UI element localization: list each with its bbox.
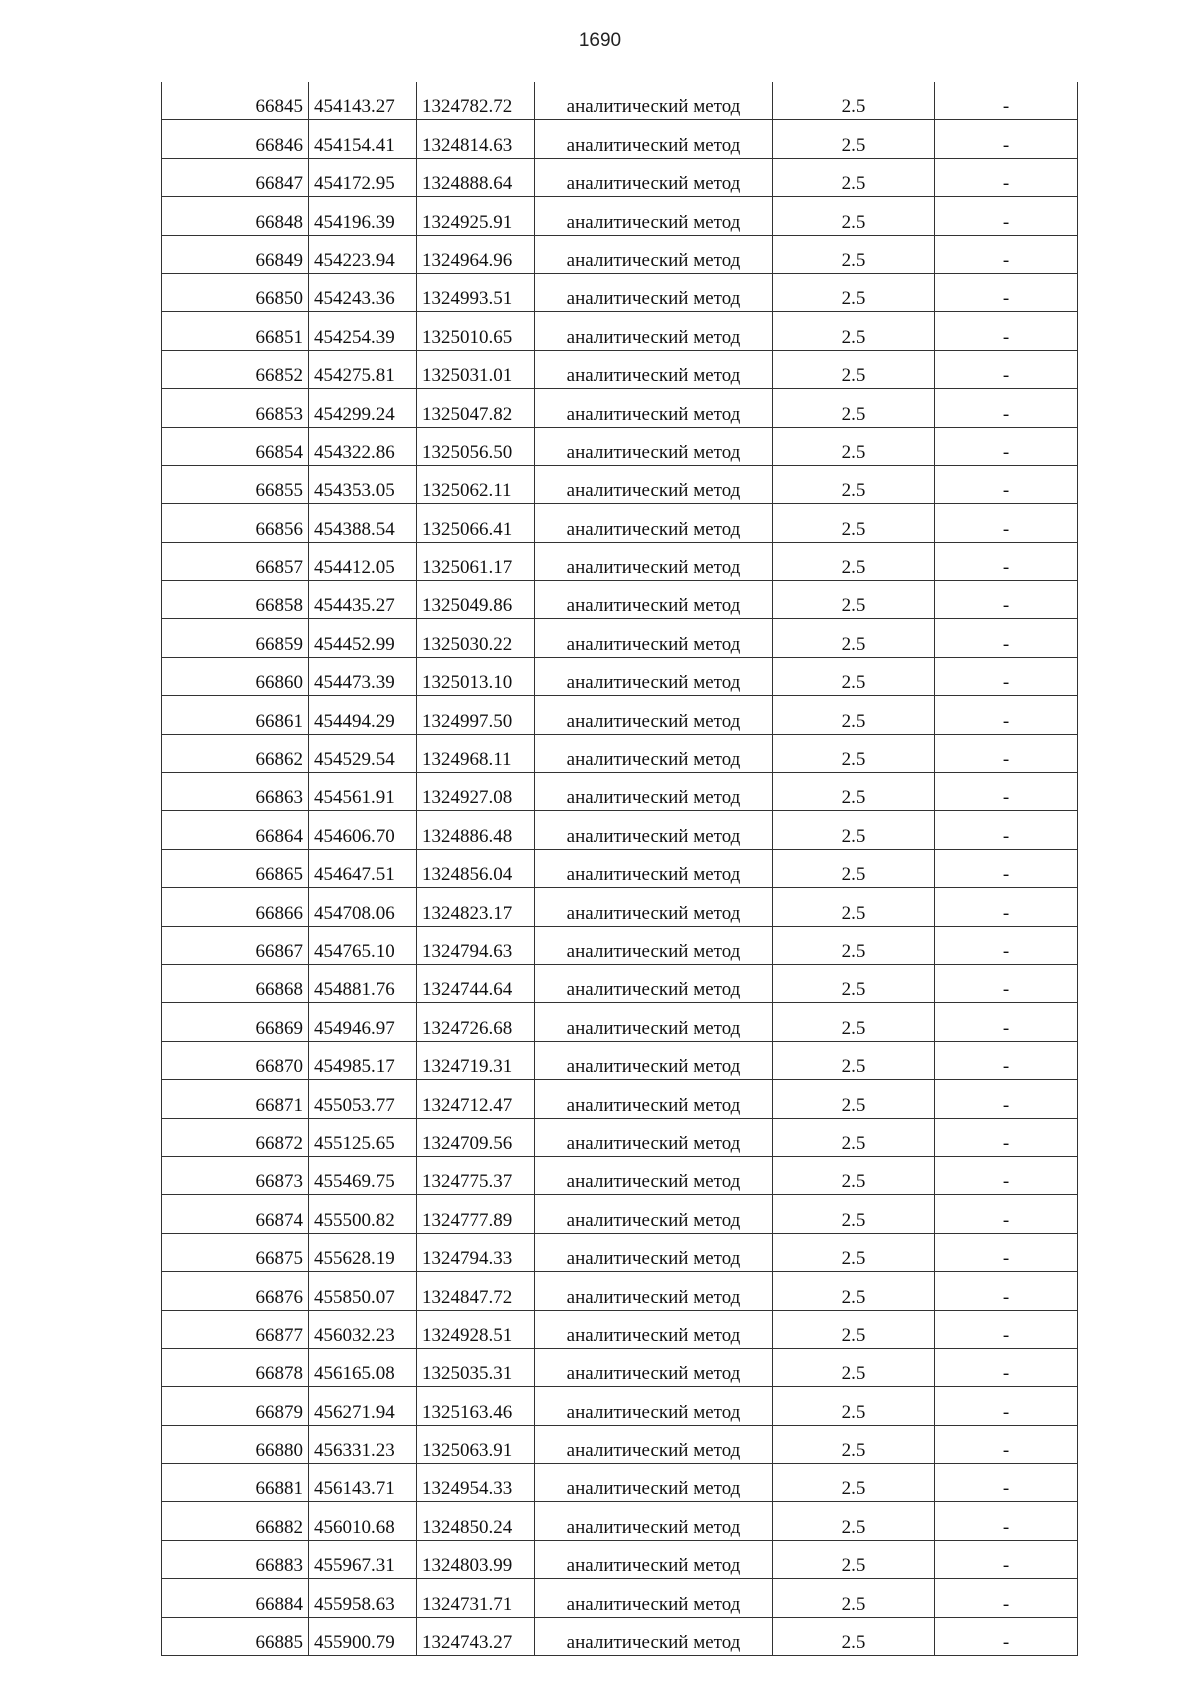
accuracy-cell: 2.5 <box>773 1464 935 1502</box>
table-row <box>162 389 1078 427</box>
x-coordinate-cell: 454223.94 <box>309 235 417 273</box>
note-cell: - <box>935 120 1078 158</box>
note-cell: - <box>935 158 1078 196</box>
y-coordinate-cell: 1325061.17 <box>417 542 535 580</box>
accuracy-cell: 2.5 <box>773 427 935 465</box>
accuracy-cell: 2.5 <box>773 1272 935 1310</box>
point-number-cell: 66868 <box>162 964 309 1002</box>
point-number-cell: 66849 <box>162 235 309 273</box>
accuracy-cell: 2.5 <box>773 273 935 311</box>
y-coordinate-cell: 1324794.33 <box>417 1233 535 1271</box>
method-cell: аналитический метод <box>535 1579 773 1617</box>
method-cell: аналитический метод <box>535 1272 773 1310</box>
y-coordinate-cell: 1325056.50 <box>417 427 535 465</box>
method-cell: аналитический метод <box>535 312 773 350</box>
point-number-cell: 66884 <box>162 1579 309 1617</box>
note-cell: - <box>935 1310 1078 1348</box>
x-coordinate-cell: 455053.77 <box>309 1080 417 1118</box>
point-number-cell: 66870 <box>162 1041 309 1079</box>
accuracy-cell: 2.5 <box>773 734 935 772</box>
note-cell: - <box>935 1540 1078 1578</box>
table-row <box>162 1464 1078 1502</box>
point-number-cell: 66850 <box>162 273 309 311</box>
y-coordinate-cell: 1324964.96 <box>417 235 535 273</box>
y-coordinate-cell: 1325066.41 <box>417 504 535 542</box>
accuracy-cell: 2.5 <box>773 657 935 695</box>
method-cell: аналитический метод <box>535 696 773 734</box>
y-coordinate-cell: 1324847.72 <box>417 1272 535 1310</box>
note-cell: - <box>935 1118 1078 1156</box>
point-number-cell: 66865 <box>162 849 309 887</box>
table-row <box>162 1195 1078 1233</box>
point-number-cell: 66855 <box>162 465 309 503</box>
x-coordinate-cell: 454143.27 <box>309 82 417 120</box>
x-coordinate-cell: 454412.05 <box>309 542 417 580</box>
y-coordinate-cell: 1325035.31 <box>417 1348 535 1386</box>
point-number-cell: 66848 <box>162 197 309 235</box>
point-number-cell: 66857 <box>162 542 309 580</box>
y-coordinate-cell: 1325062.11 <box>417 465 535 503</box>
accuracy-cell: 2.5 <box>773 542 935 580</box>
y-coordinate-cell: 1324888.64 <box>417 158 535 196</box>
y-coordinate-cell: 1324927.08 <box>417 773 535 811</box>
table-row <box>162 1348 1078 1386</box>
accuracy-cell: 2.5 <box>773 1156 935 1194</box>
y-coordinate-cell: 1324712.47 <box>417 1080 535 1118</box>
note-cell: - <box>935 312 1078 350</box>
accuracy-cell: 2.5 <box>773 581 935 619</box>
table-row <box>162 1272 1078 1310</box>
method-cell: аналитический метод <box>535 235 773 273</box>
accuracy-cell: 2.5 <box>773 1118 935 1156</box>
point-number-cell: 66861 <box>162 696 309 734</box>
method-cell: аналитический метод <box>535 1540 773 1578</box>
x-coordinate-cell: 455958.63 <box>309 1579 417 1617</box>
x-coordinate-cell: 455628.19 <box>309 1233 417 1271</box>
point-number-cell: 66859 <box>162 619 309 657</box>
method-cell: аналитический метод <box>535 1233 773 1271</box>
table-row <box>162 1540 1078 1578</box>
method-cell: аналитический метод <box>535 1156 773 1194</box>
x-coordinate-cell: 454881.76 <box>309 964 417 1002</box>
y-coordinate-cell: 1324993.51 <box>417 273 535 311</box>
method-cell: аналитический метод <box>535 849 773 887</box>
note-cell: - <box>935 696 1078 734</box>
method-cell: аналитический метод <box>535 465 773 503</box>
table-row <box>162 465 1078 503</box>
accuracy-cell: 2.5 <box>773 811 935 849</box>
point-number-cell: 66881 <box>162 1464 309 1502</box>
point-number-cell: 66883 <box>162 1540 309 1578</box>
x-coordinate-cell: 454275.81 <box>309 350 417 388</box>
note-cell: - <box>935 1080 1078 1118</box>
x-coordinate-cell: 455469.75 <box>309 1156 417 1194</box>
y-coordinate-cell: 1324726.68 <box>417 1003 535 1041</box>
point-number-cell: 66875 <box>162 1233 309 1271</box>
point-number-cell: 66853 <box>162 389 309 427</box>
table-row <box>162 926 1078 964</box>
method-cell: аналитический метод <box>535 158 773 196</box>
note-cell: - <box>935 504 1078 542</box>
y-coordinate-cell: 1325063.91 <box>417 1425 535 1463</box>
point-number-cell: 66879 <box>162 1387 309 1425</box>
y-coordinate-cell: 1325010.65 <box>417 312 535 350</box>
note-cell: - <box>935 1425 1078 1463</box>
table-row <box>162 696 1078 734</box>
x-coordinate-cell: 454529.54 <box>309 734 417 772</box>
note-cell: - <box>935 1579 1078 1617</box>
note-cell: - <box>935 235 1078 273</box>
table-row <box>162 1156 1078 1194</box>
method-cell: аналитический метод <box>535 926 773 964</box>
table-row <box>162 542 1078 580</box>
y-coordinate-cell: 1324775.37 <box>417 1156 535 1194</box>
y-coordinate-cell: 1324886.48 <box>417 811 535 849</box>
accuracy-cell: 2.5 <box>773 696 935 734</box>
accuracy-cell: 2.5 <box>773 1310 935 1348</box>
method-cell: аналитический метод <box>535 1617 773 1655</box>
accuracy-cell: 2.5 <box>773 888 935 926</box>
method-cell: аналитический метод <box>535 1195 773 1233</box>
x-coordinate-cell: 456032.23 <box>309 1310 417 1348</box>
y-coordinate-cell: 1325049.86 <box>417 581 535 619</box>
point-number-cell: 66876 <box>162 1272 309 1310</box>
x-coordinate-cell: 456143.71 <box>309 1464 417 1502</box>
accuracy-cell: 2.5 <box>773 465 935 503</box>
accuracy-cell: 2.5 <box>773 1502 935 1540</box>
point-number-cell: 66856 <box>162 504 309 542</box>
note-cell: - <box>935 1387 1078 1425</box>
point-number-cell: 66872 <box>162 1118 309 1156</box>
method-cell: аналитический метод <box>535 1118 773 1156</box>
table-row <box>162 849 1078 887</box>
note-cell: - <box>935 82 1078 120</box>
accuracy-cell: 2.5 <box>773 1348 935 1386</box>
y-coordinate-cell: 1324731.71 <box>417 1579 535 1617</box>
table-row <box>162 120 1078 158</box>
note-cell: - <box>935 1003 1078 1041</box>
table-row <box>162 1387 1078 1425</box>
accuracy-cell: 2.5 <box>773 849 935 887</box>
coordinates-table-body <box>162 82 1078 1656</box>
point-number-cell: 66863 <box>162 773 309 811</box>
point-number-cell: 66877 <box>162 1310 309 1348</box>
y-coordinate-cell: 1324928.51 <box>417 1310 535 1348</box>
point-number-cell: 66869 <box>162 1003 309 1041</box>
accuracy-cell: 2.5 <box>773 158 935 196</box>
note-cell: - <box>935 1041 1078 1079</box>
y-coordinate-cell: 1324803.99 <box>417 1540 535 1578</box>
y-coordinate-cell: 1324777.89 <box>417 1195 535 1233</box>
table-row <box>162 734 1078 772</box>
table-row <box>162 350 1078 388</box>
method-cell: аналитический метод <box>535 1003 773 1041</box>
note-cell: - <box>935 581 1078 619</box>
method-cell: аналитический метод <box>535 619 773 657</box>
note-cell: - <box>935 964 1078 1002</box>
note-cell: - <box>935 1233 1078 1271</box>
method-cell: аналитический метод <box>535 1425 773 1463</box>
table-row <box>162 235 1078 273</box>
accuracy-cell: 2.5 <box>773 389 935 427</box>
accuracy-cell: 2.5 <box>773 1041 935 1079</box>
y-coordinate-cell: 1324954.33 <box>417 1464 535 1502</box>
note-cell: - <box>935 427 1078 465</box>
point-number-cell: 66860 <box>162 657 309 695</box>
point-number-cell: 66871 <box>162 1080 309 1118</box>
y-coordinate-cell: 1324823.17 <box>417 888 535 926</box>
table-row <box>162 1080 1078 1118</box>
point-number-cell: 66880 <box>162 1425 309 1463</box>
x-coordinate-cell: 454172.95 <box>309 158 417 196</box>
table-row <box>162 158 1078 196</box>
method-cell: аналитический метод <box>535 350 773 388</box>
x-coordinate-cell: 454196.39 <box>309 197 417 235</box>
accuracy-cell: 2.5 <box>773 964 935 1002</box>
x-coordinate-cell: 454154.41 <box>309 120 417 158</box>
note-cell: - <box>935 1272 1078 1310</box>
point-number-cell: 66873 <box>162 1156 309 1194</box>
y-coordinate-cell: 1325030.22 <box>417 619 535 657</box>
method-cell: аналитический метод <box>535 120 773 158</box>
table-row <box>162 273 1078 311</box>
x-coordinate-cell: 455125.65 <box>309 1118 417 1156</box>
accuracy-cell: 2.5 <box>773 926 935 964</box>
note-cell: - <box>935 734 1078 772</box>
method-cell: аналитический метод <box>535 1387 773 1425</box>
page-number: 1690 <box>578 30 622 51</box>
x-coordinate-cell: 454254.39 <box>309 312 417 350</box>
table-row <box>162 1118 1078 1156</box>
x-coordinate-cell: 454647.51 <box>309 849 417 887</box>
y-coordinate-cell: 1325013.10 <box>417 657 535 695</box>
y-coordinate-cell: 1324968.11 <box>417 734 535 772</box>
method-cell: аналитический метод <box>535 82 773 120</box>
table-row <box>162 888 1078 926</box>
table-row <box>162 1310 1078 1348</box>
y-coordinate-cell: 1324719.31 <box>417 1041 535 1079</box>
point-number-cell: 66847 <box>162 158 309 196</box>
x-coordinate-cell: 456010.68 <box>309 1502 417 1540</box>
y-coordinate-cell: 1325163.46 <box>417 1387 535 1425</box>
note-cell: - <box>935 849 1078 887</box>
y-coordinate-cell: 1324744.64 <box>417 964 535 1002</box>
method-cell: аналитический метод <box>535 273 773 311</box>
x-coordinate-cell: 454765.10 <box>309 926 417 964</box>
y-coordinate-cell: 1325047.82 <box>417 389 535 427</box>
method-cell: аналитический метод <box>535 1041 773 1079</box>
method-cell: аналитический метод <box>535 657 773 695</box>
note-cell: - <box>935 1502 1078 1540</box>
table-row <box>162 773 1078 811</box>
table-row <box>162 197 1078 235</box>
accuracy-cell: 2.5 <box>773 120 935 158</box>
table-row <box>162 427 1078 465</box>
point-number-cell: 66851 <box>162 312 309 350</box>
y-coordinate-cell: 1324925.91 <box>417 197 535 235</box>
y-coordinate-cell: 1324997.50 <box>417 696 535 734</box>
point-number-cell: 66852 <box>162 350 309 388</box>
x-coordinate-cell: 456331.23 <box>309 1425 417 1463</box>
x-coordinate-cell: 455500.82 <box>309 1195 417 1233</box>
accuracy-cell: 2.5 <box>773 312 935 350</box>
accuracy-cell: 2.5 <box>773 504 935 542</box>
method-cell: аналитический метод <box>535 773 773 811</box>
note-cell: - <box>935 773 1078 811</box>
note-cell: - <box>935 389 1078 427</box>
x-coordinate-cell: 454353.05 <box>309 465 417 503</box>
x-coordinate-cell: 454985.17 <box>309 1041 417 1079</box>
note-cell: - <box>935 1617 1078 1655</box>
method-cell: аналитический метод <box>535 1348 773 1386</box>
accuracy-cell: 2.5 <box>773 1425 935 1463</box>
method-cell: аналитический метод <box>535 1080 773 1118</box>
table-row <box>162 657 1078 695</box>
x-coordinate-cell: 454946.97 <box>309 1003 417 1041</box>
table-row <box>162 964 1078 1002</box>
x-coordinate-cell: 455850.07 <box>309 1272 417 1310</box>
accuracy-cell: 2.5 <box>773 619 935 657</box>
accuracy-cell: 2.5 <box>773 1080 935 1118</box>
note-cell: - <box>935 1195 1078 1233</box>
accuracy-cell: 2.5 <box>773 235 935 273</box>
method-cell: аналитический метод <box>535 964 773 1002</box>
x-coordinate-cell: 454299.24 <box>309 389 417 427</box>
point-number-cell: 66864 <box>162 811 309 849</box>
x-coordinate-cell: 454452.99 <box>309 619 417 657</box>
table-row <box>162 1041 1078 1079</box>
point-number-cell: 66846 <box>162 120 309 158</box>
table-row <box>162 1502 1078 1540</box>
method-cell: аналитический метод <box>535 1310 773 1348</box>
table-row <box>162 1233 1078 1271</box>
note-cell: - <box>935 542 1078 580</box>
table-row <box>162 312 1078 350</box>
x-coordinate-cell: 455967.31 <box>309 1540 417 1578</box>
accuracy-cell: 2.5 <box>773 1003 935 1041</box>
accuracy-cell: 2.5 <box>773 1387 935 1425</box>
x-coordinate-cell: 454606.70 <box>309 811 417 849</box>
point-number-cell: 66874 <box>162 1195 309 1233</box>
x-coordinate-cell: 454561.91 <box>309 773 417 811</box>
method-cell: аналитический метод <box>535 1464 773 1502</box>
x-coordinate-cell: 455900.79 <box>309 1617 417 1655</box>
note-cell: - <box>935 657 1078 695</box>
table-row <box>162 811 1078 849</box>
accuracy-cell: 2.5 <box>773 773 935 811</box>
y-coordinate-cell: 1325031.01 <box>417 350 535 388</box>
table-row <box>162 504 1078 542</box>
note-cell: - <box>935 811 1078 849</box>
accuracy-cell: 2.5 <box>773 350 935 388</box>
method-cell: аналитический метод <box>535 888 773 926</box>
x-coordinate-cell: 454322.86 <box>309 427 417 465</box>
method-cell: аналитический метод <box>535 197 773 235</box>
point-number-cell: 66878 <box>162 1348 309 1386</box>
y-coordinate-cell: 1324709.56 <box>417 1118 535 1156</box>
y-coordinate-cell: 1324794.63 <box>417 926 535 964</box>
accuracy-cell: 2.5 <box>773 1617 935 1655</box>
y-coordinate-cell: 1324782.72 <box>417 82 535 120</box>
method-cell: аналитический метод <box>535 542 773 580</box>
note-cell: - <box>935 1348 1078 1386</box>
y-coordinate-cell: 1324814.63 <box>417 120 535 158</box>
method-cell: аналитический метод <box>535 1502 773 1540</box>
x-coordinate-cell: 456271.94 <box>309 1387 417 1425</box>
method-cell: аналитический метод <box>535 811 773 849</box>
point-number-cell: 66867 <box>162 926 309 964</box>
y-coordinate-cell: 1324850.24 <box>417 1502 535 1540</box>
note-cell: - <box>935 273 1078 311</box>
table-row <box>162 1425 1078 1463</box>
y-coordinate-cell: 1324743.27 <box>417 1617 535 1655</box>
x-coordinate-cell: 454388.54 <box>309 504 417 542</box>
x-coordinate-cell: 456165.08 <box>309 1348 417 1386</box>
accuracy-cell: 2.5 <box>773 197 935 235</box>
x-coordinate-cell: 454435.27 <box>309 581 417 619</box>
note-cell: - <box>935 350 1078 388</box>
point-number-cell: 66845 <box>162 82 309 120</box>
accuracy-cell: 2.5 <box>773 82 935 120</box>
x-coordinate-cell: 454473.39 <box>309 657 417 695</box>
method-cell: аналитический метод <box>535 734 773 772</box>
coordinates-table <box>161 82 1078 1656</box>
method-cell: аналитический метод <box>535 504 773 542</box>
note-cell: - <box>935 465 1078 503</box>
note-cell: - <box>935 619 1078 657</box>
x-coordinate-cell: 454708.06 <box>309 888 417 926</box>
accuracy-cell: 2.5 <box>773 1579 935 1617</box>
table-row <box>162 1617 1078 1655</box>
point-number-cell: 66882 <box>162 1502 309 1540</box>
table-row <box>162 619 1078 657</box>
point-number-cell: 66858 <box>162 581 309 619</box>
table-row <box>162 1003 1078 1041</box>
method-cell: аналитический метод <box>535 581 773 619</box>
note-cell: - <box>935 888 1078 926</box>
x-coordinate-cell: 454494.29 <box>309 696 417 734</box>
point-number-cell: 66866 <box>162 888 309 926</box>
note-cell: - <box>935 926 1078 964</box>
method-cell: аналитический метод <box>535 389 773 427</box>
x-coordinate-cell: 454243.36 <box>309 273 417 311</box>
accuracy-cell: 2.5 <box>773 1233 935 1271</box>
point-number-cell: 66854 <box>162 427 309 465</box>
table-row <box>162 1579 1078 1617</box>
table-row <box>162 82 1078 120</box>
accuracy-cell: 2.5 <box>773 1540 935 1578</box>
accuracy-cell: 2.5 <box>773 1195 935 1233</box>
y-coordinate-cell: 1324856.04 <box>417 849 535 887</box>
point-number-cell: 66862 <box>162 734 309 772</box>
note-cell: - <box>935 1464 1078 1502</box>
note-cell: - <box>935 1156 1078 1194</box>
table-row <box>162 581 1078 619</box>
note-cell: - <box>935 197 1078 235</box>
point-number-cell: 66885 <box>162 1617 309 1655</box>
method-cell: аналитический метод <box>535 427 773 465</box>
